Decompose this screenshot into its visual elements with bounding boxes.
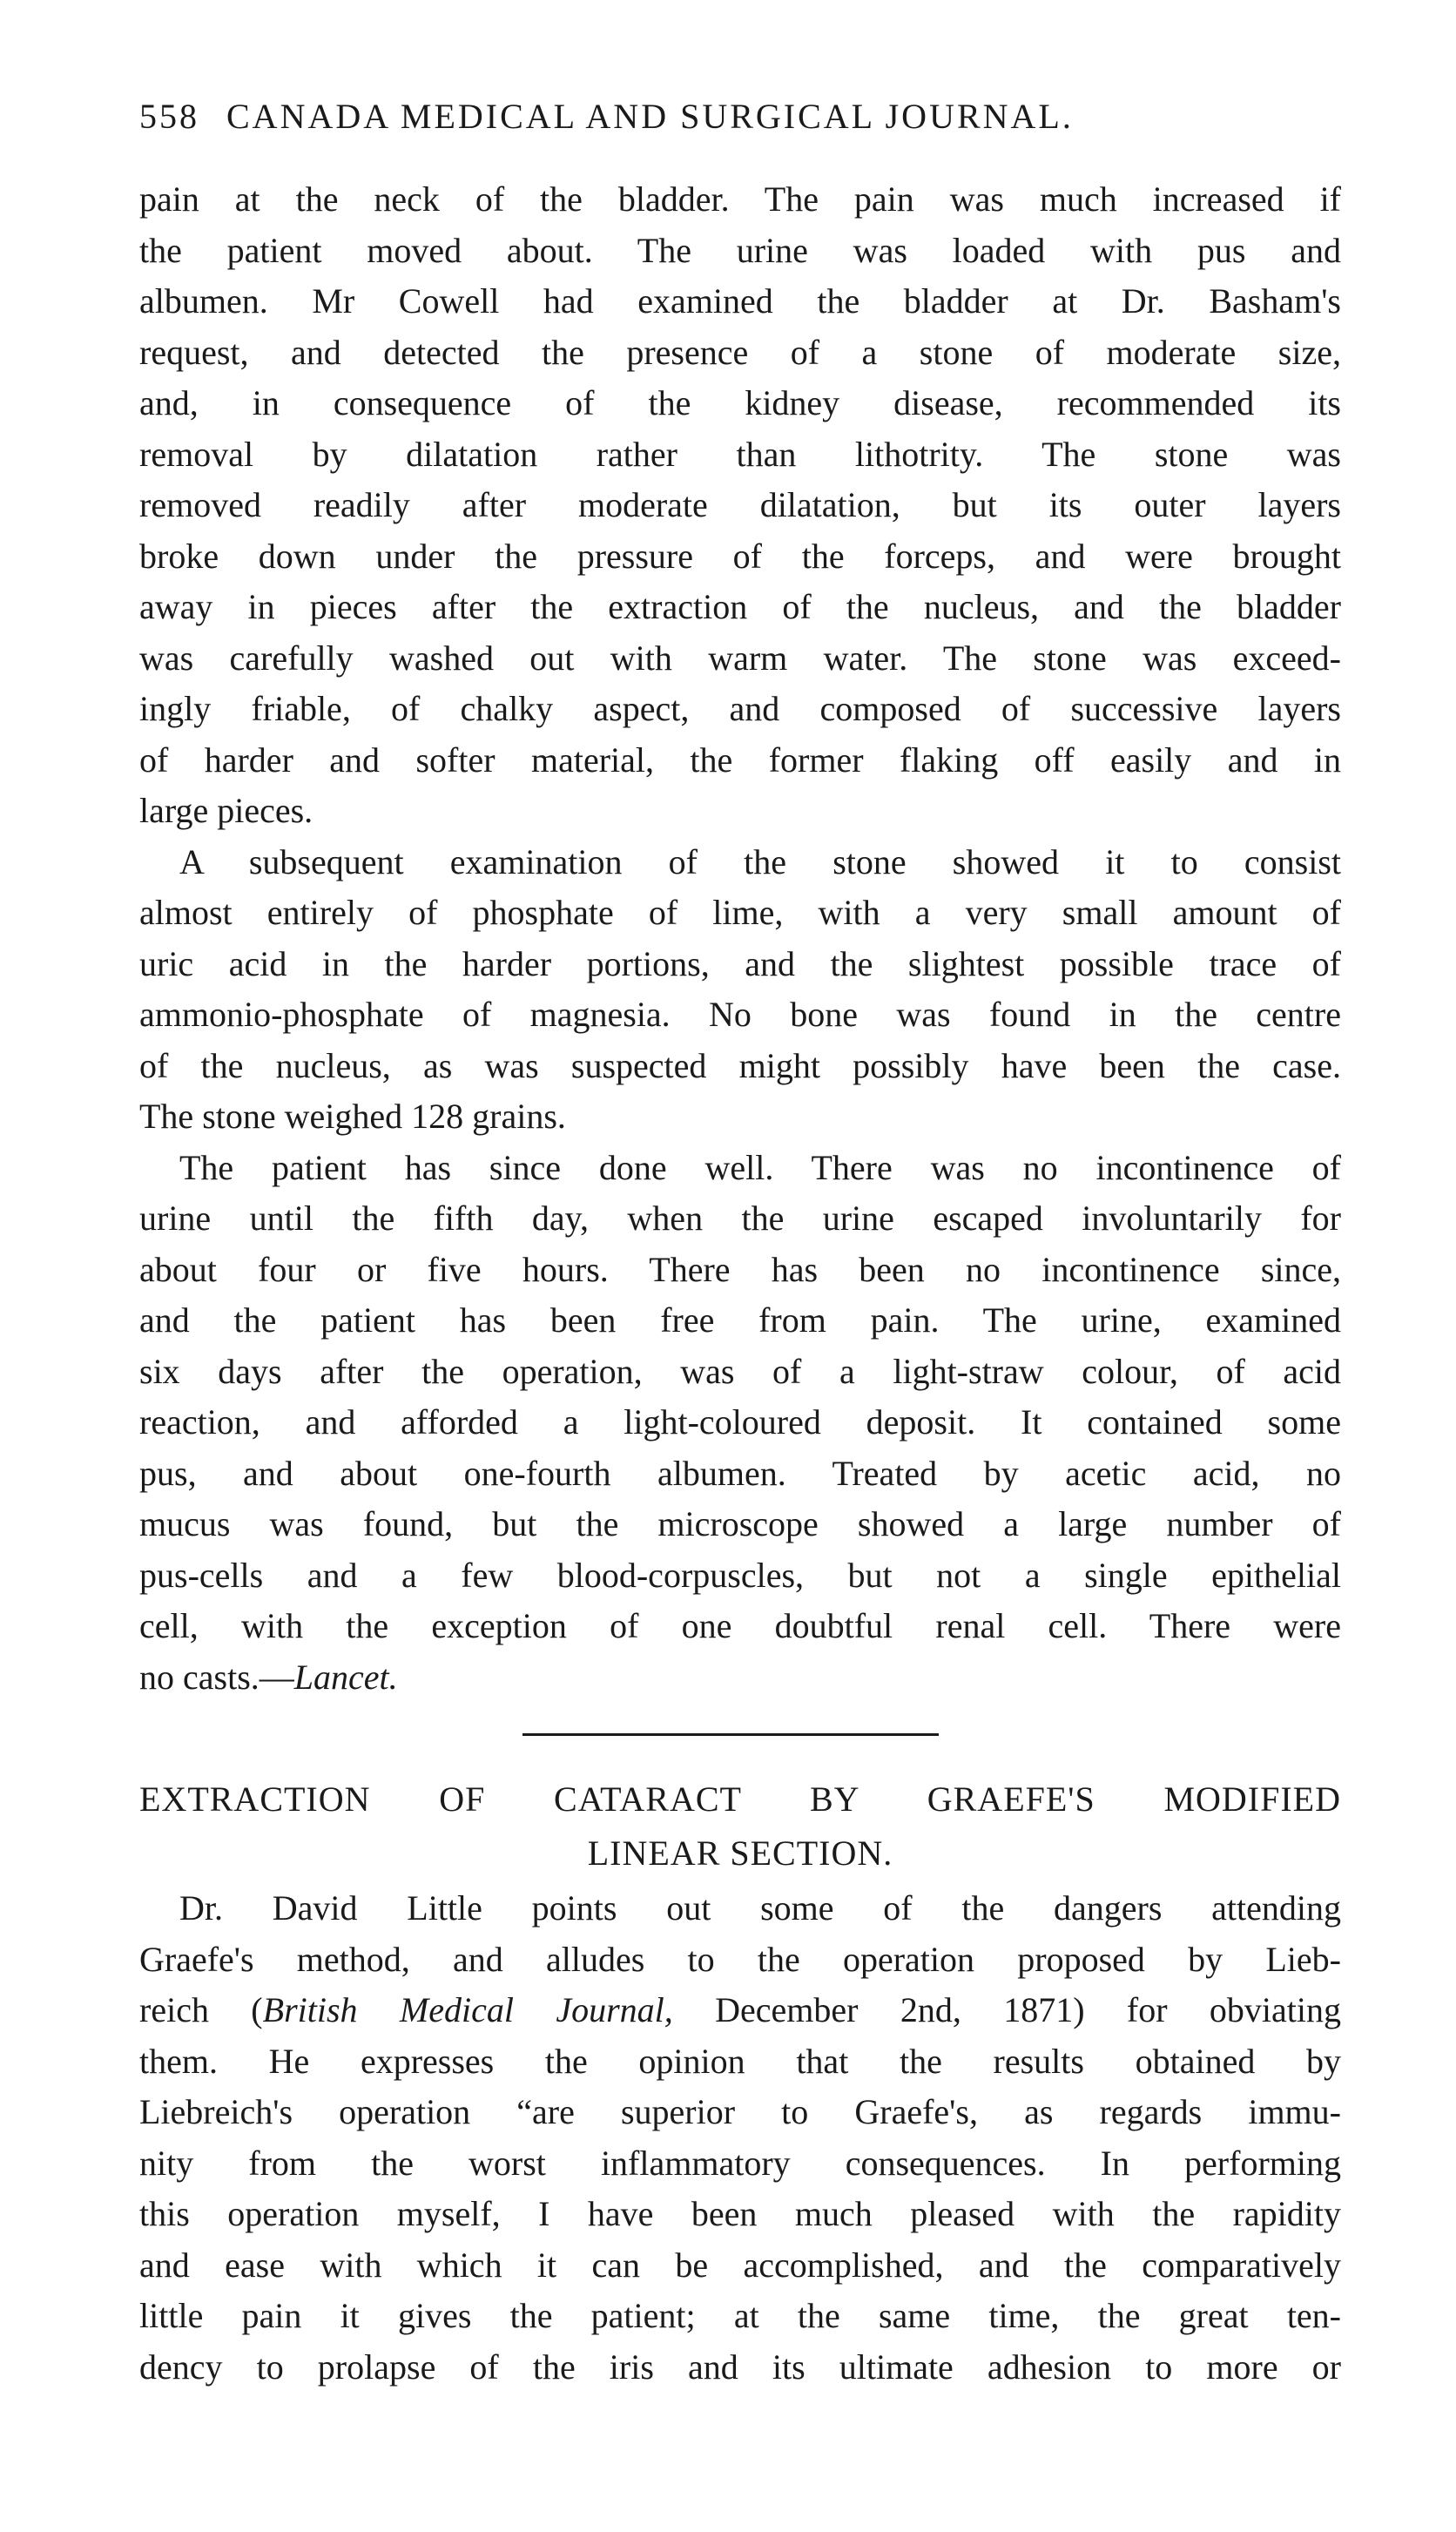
body-line: pus, and about one-fourth albumen. Treated by acetic acid, no bbox=[139, 1453, 1341, 1493]
body-line: and the patient has been free from pain. The urine, examined bbox=[139, 1300, 1341, 1340]
body-line: almost entirely of phosphate of lime, with a very small amount of bbox=[139, 893, 1341, 932]
article-body bbox=[139, 1883, 1341, 2393]
body-line: dency to prolapse of the iris and its ultimate adhesion to more or bbox=[139, 2346, 1341, 2387]
section-divider bbox=[522, 1733, 939, 1736]
body-line: pain at the neck of the bladder. The pain was much increased if bbox=[139, 179, 1341, 219]
heading-line-1: EXTRACTION OF CATARACT BY GRAEFE'S MODIFIED bbox=[139, 1779, 1341, 1819]
body-line: Liebreich's operation “are superior to Graefe's, as regards immu- bbox=[139, 2092, 1341, 2131]
article-heading bbox=[139, 1772, 1341, 1880]
body-line: large pieces. bbox=[139, 791, 313, 830]
body-line: away in pieces after the extraction of the nucleus, and the bladder bbox=[139, 587, 1341, 626]
body-line: removal by dilatation rather than lithotrity. The stone was bbox=[139, 434, 1341, 474]
body-line: this operation myself, I have been much pleased with the rapidity bbox=[139, 2194, 1341, 2233]
text-segment: December 2nd, 1871) for obviating bbox=[672, 1990, 1341, 2029]
body-line: little pain it gives the patient; at the same time, the great ten- bbox=[139, 2296, 1341, 2335]
body-line: was carefully washed out with warm water. The stone was exceed- bbox=[139, 638, 1341, 678]
body-line: Graefe's method, and alludes to the operation proposed by Lieb- bbox=[139, 1939, 1341, 1979]
paragraph-start-line: The patient has since done well. There was no incontinence of bbox=[179, 1147, 1341, 1187]
body-line: of harder and softer material, the former flaking off easily and in bbox=[139, 739, 1341, 780]
italic-citation: British Medical Journal, bbox=[262, 1990, 673, 2029]
paragraph-start-line: Dr. David Little points out some of the dangers attending bbox=[179, 1888, 1341, 1928]
body-line: ammonio-phosphate of magnesia. No bone was found in the centre bbox=[139, 995, 1341, 1034]
body-line: removed readily after moderate dilatation, but its outer layers bbox=[139, 485, 1341, 524]
body-line: The stone weighed 128 grains. bbox=[139, 1097, 566, 1136]
paragraph-start-line: A subsequent examination of the stone showed it to consist bbox=[179, 841, 1341, 881]
article-continuation bbox=[139, 174, 1341, 1703]
closing-text: no casts.— bbox=[139, 1657, 294, 1697]
body-line: and, in consequence of the kidney disease, recommended its bbox=[139, 383, 1341, 422]
running-head bbox=[139, 96, 1341, 148]
body-line: the patient moved about. The urine was loaded with pus and bbox=[139, 230, 1341, 270]
body-line-with-citation bbox=[139, 1985, 1341, 2036]
body-line: of the nucleus, as was suspected might possibly have been the case. bbox=[139, 1045, 1341, 1085]
body-line: urine until the fifth day, when the urine escaped involuntarily for bbox=[139, 1198, 1341, 1238]
body-line: and ease with which it can be accomplished, and the comparatively bbox=[139, 2245, 1341, 2285]
body-line: pus-cells and a few blood-corpuscles, but not a single epithelial bbox=[139, 1555, 1341, 1595]
body-line: mucus was found, but the microscope showed a large number of bbox=[139, 1504, 1341, 1543]
text-segment: reich ( bbox=[139, 1990, 263, 2029]
body-line: six days after the operation, was of a light-straw colour, of acid bbox=[139, 1351, 1341, 1391]
body-line: ingly friable, of chalky aspect, and composed of successive layers bbox=[139, 689, 1341, 728]
source-citation: Lancet. bbox=[293, 1657, 398, 1697]
body-line: nity from the worst inflammatory consequences. In performing bbox=[139, 2143, 1341, 2183]
heading-line-2: LINEAR SECTION. bbox=[587, 1833, 893, 1873]
body-line: them. He expresses the opinion that the results obtained by bbox=[139, 2041, 1341, 2081]
journal-title: CANADA MEDICAL AND SURGICAL JOURNAL. bbox=[226, 97, 1074, 136]
page-number: 558 bbox=[139, 97, 199, 136]
body-line: reaction, and afforded a light-coloured deposit. It contained some bbox=[139, 1402, 1341, 1442]
body-line: albumen. Mr Cowell had examined the bladder at Dr. Basham's bbox=[139, 281, 1341, 321]
body-line: uric acid in the harder portions, and the slightest possible trace of bbox=[139, 943, 1341, 983]
body-line: request, and detected the presence of a stone of moderate size, bbox=[139, 332, 1341, 372]
body-line: cell, with the exception of one doubtful renal cell. There were bbox=[139, 1606, 1341, 1645]
body-line: about four or five hours. There has been no incontinence since, bbox=[139, 1249, 1341, 1289]
closing-line bbox=[139, 1652, 1341, 1704]
body-line: broke down under the pressure of the forceps, and were brought bbox=[139, 536, 1341, 576]
